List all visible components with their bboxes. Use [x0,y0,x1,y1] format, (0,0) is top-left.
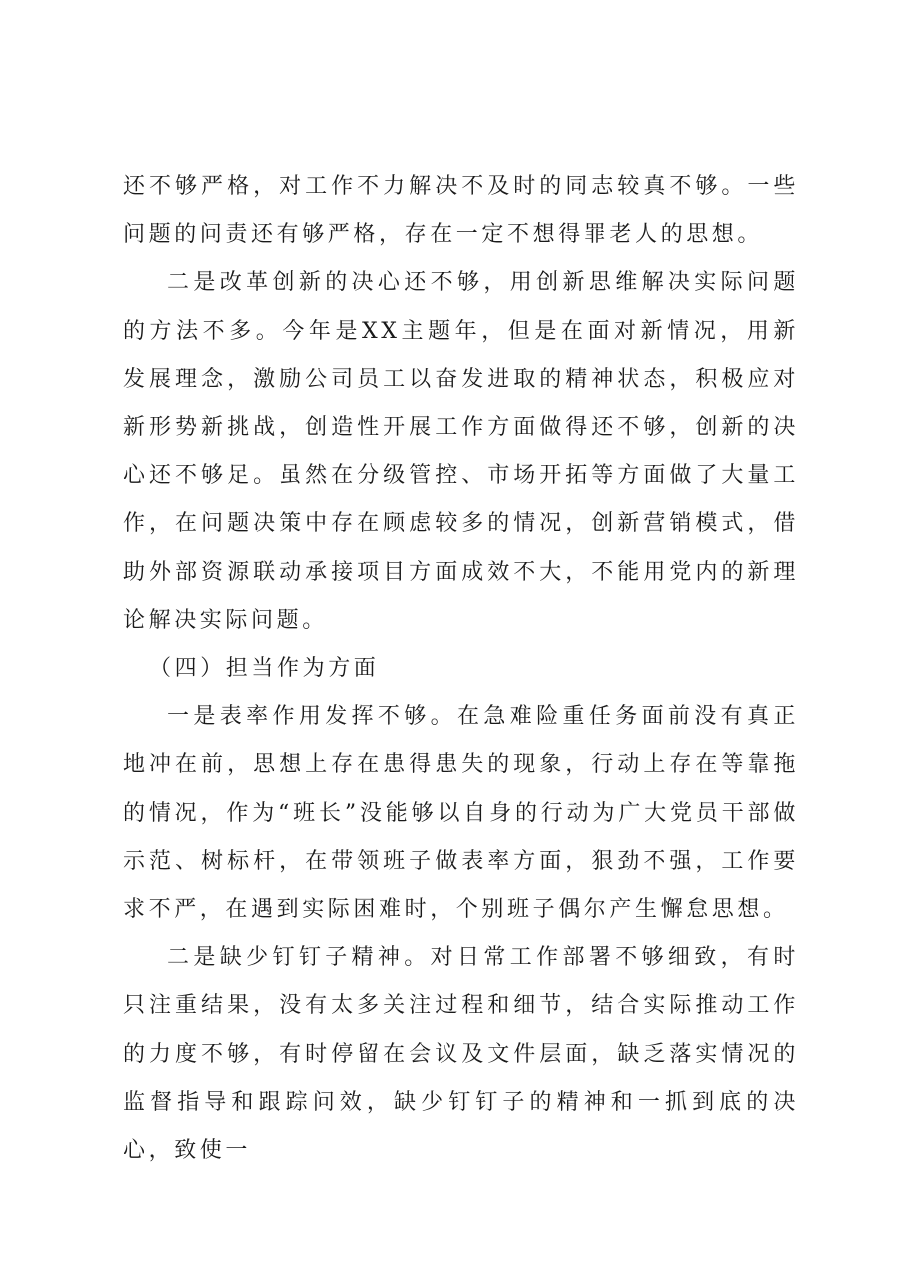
paragraph-reform-innovation: 二是改革创新的决心还不够，用创新思维解决实际问题的方法不多。今年是XX主题年，但是在面对新情况，用新发展理念，激励公司员工以奋发进取的精神状态，积极应对新形势新挑战，创造性开展工作方面做得还不够，创新的决心还不够足。虽然在分级管控、市场开拓等方面做了大量工作，在问题决策中存在顾虑较多的情况，创新营销模式，借助外部资源联动承接项目方面成效不大，不能用党内的新理论解决实际问题。 [123,270,799,633]
section-heading: （四）担当作为方面 [149,656,380,682]
document-body [123,163,799,1175]
paragraph-nail-spirit: 二是缺少钉钉子精神。对日常工作部署不够细致，有时只注重结果，没有太多关注过程和细节，结合实际推动工作的力度不够，有时停留在会议及文件层面，缺乏落实情况的监督指导和跟踪问效，缺少钉钉子的精神和一抓到底的决心，致使一 [123,945,799,1164]
paragraph-continuation: 还不够严格，对工作不力解决不及时的同志较真不够。一些问题的问责还有够严格，存在一定不想得罪老人的思想。 [123,174,799,248]
paragraph-exemplary-role: 一是表率作用发挥不够。在急难险重任务面前没有真正地冲在前，思想上存在患得患失的现象，行动上存在等靠拖的情况，作为“班长”没能够以自身的行动为广大党员干部做示范、树标杆，在带领班子做表率方面，狠劲不强，工作要求不严，在遇到实际困难时，个别班子偶尔产生懈怠思想。 [123,704,799,923]
